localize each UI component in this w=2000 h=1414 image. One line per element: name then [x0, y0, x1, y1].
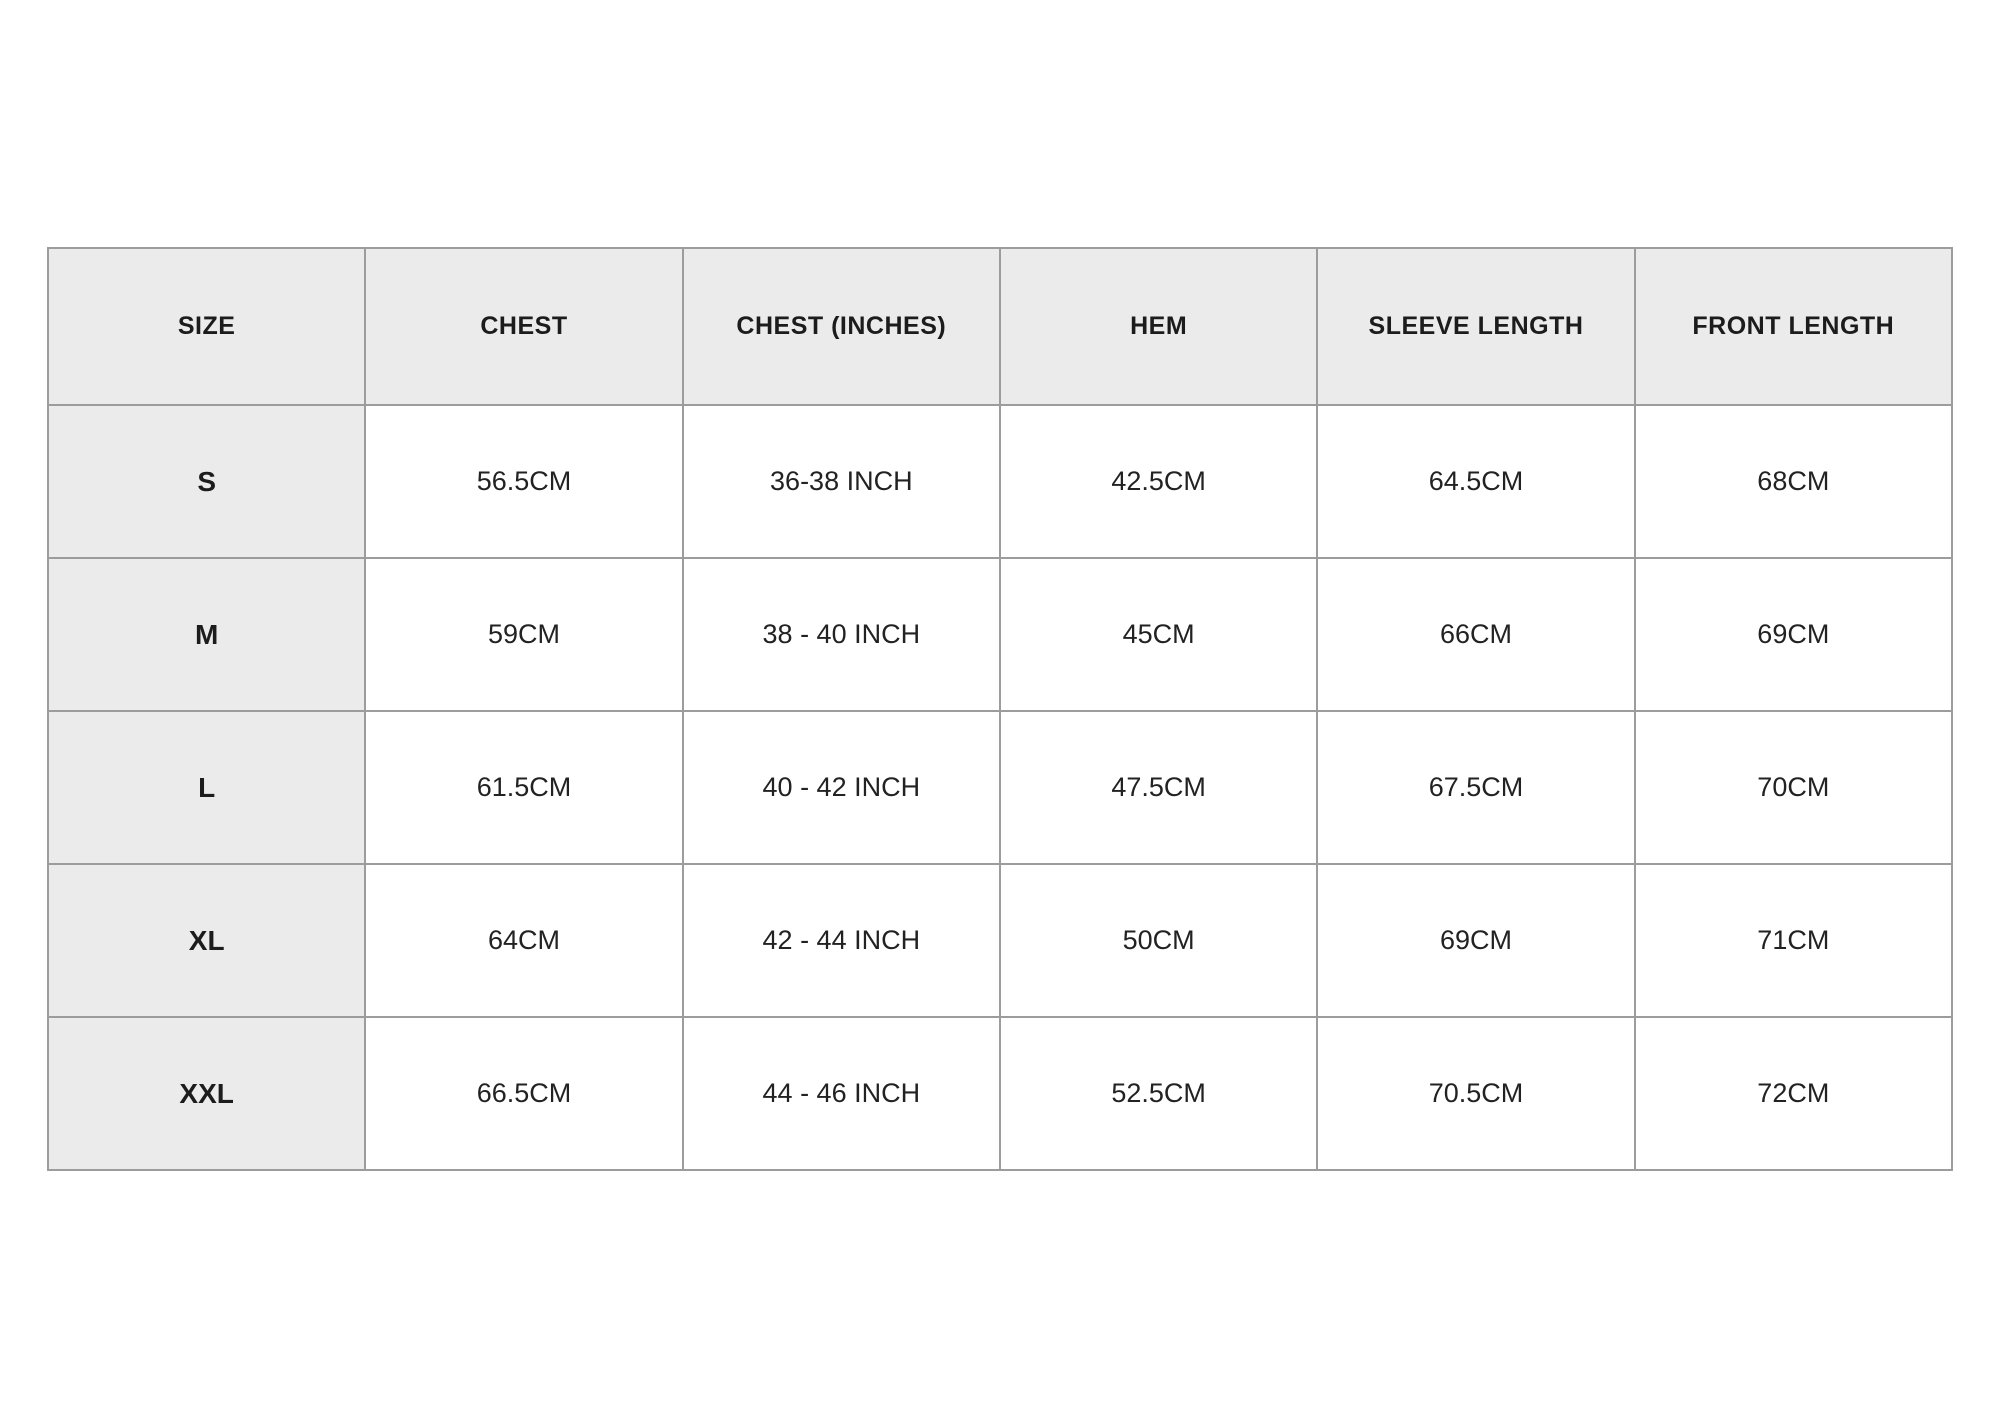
column-header-chest-inches: CHEST (INCHES)	[683, 248, 1000, 405]
table-row-m	[48, 558, 1952, 711]
hem-value: 50CM	[1000, 864, 1317, 1017]
chest-value: 66.5CM	[365, 1017, 682, 1170]
column-header-size: SIZE	[48, 248, 365, 405]
size-chart-table	[47, 247, 1953, 1171]
chest-value: 61.5CM	[365, 711, 682, 864]
size-label: XL	[48, 864, 365, 1017]
hem-value: 52.5CM	[1000, 1017, 1317, 1170]
table-row-s	[48, 405, 1952, 558]
sleeve-length-value: 66CM	[1317, 558, 1634, 711]
chest-inches-value: 42 - 44 INCH	[683, 864, 1000, 1017]
front-length-value: 71CM	[1635, 864, 1952, 1017]
column-header-chest: CHEST	[365, 248, 682, 405]
column-header-front-length: FRONT LENGTH	[1635, 248, 1952, 405]
table-header-row	[48, 248, 1952, 405]
table-row-l	[48, 711, 1952, 864]
size-label: S	[48, 405, 365, 558]
front-length-value: 69CM	[1635, 558, 1952, 711]
size-label: M	[48, 558, 365, 711]
hem-value: 42.5CM	[1000, 405, 1317, 558]
sleeve-length-value: 67.5CM	[1317, 711, 1634, 864]
chest-inches-value: 38 - 40 INCH	[683, 558, 1000, 711]
chest-inches-value: 44 - 46 INCH	[683, 1017, 1000, 1170]
size-label: L	[48, 711, 365, 864]
hem-value: 47.5CM	[1000, 711, 1317, 864]
front-length-value: 72CM	[1635, 1017, 1952, 1170]
front-length-value: 68CM	[1635, 405, 1952, 558]
chest-inches-value: 40 - 42 INCH	[683, 711, 1000, 864]
column-header-sleeve-length: SLEEVE LENGTH	[1317, 248, 1634, 405]
sleeve-length-value: 64.5CM	[1317, 405, 1634, 558]
hem-value: 45CM	[1000, 558, 1317, 711]
size-chart-container	[47, 247, 1953, 1171]
table-row-xxl	[48, 1017, 1952, 1170]
chest-value: 56.5CM	[365, 405, 682, 558]
chest-value: 64CM	[365, 864, 682, 1017]
chest-inches-value: 36-38 INCH	[683, 405, 1000, 558]
column-header-hem: HEM	[1000, 248, 1317, 405]
chest-value: 59CM	[365, 558, 682, 711]
size-label: XXL	[48, 1017, 365, 1170]
front-length-value: 70CM	[1635, 711, 1952, 864]
sleeve-length-value: 69CM	[1317, 864, 1634, 1017]
table-row-xl	[48, 864, 1952, 1017]
sleeve-length-value: 70.5CM	[1317, 1017, 1634, 1170]
